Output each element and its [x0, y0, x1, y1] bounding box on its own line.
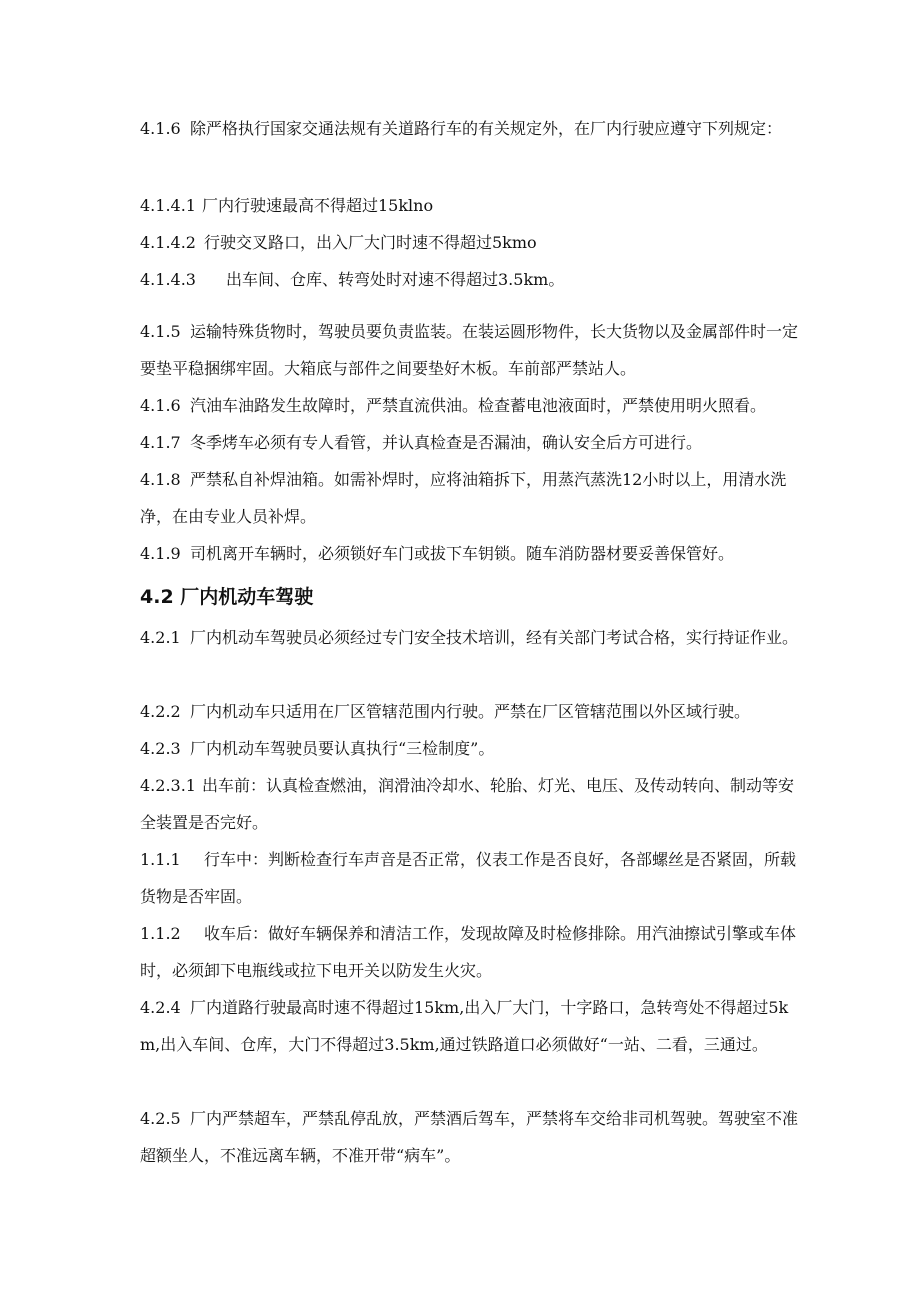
clause-number: 1.1.1 [140, 850, 181, 869]
clause-number: 4.1.4.3 [140, 270, 196, 289]
section-heading: 4.2 厂内机动车驾驶 [140, 586, 314, 608]
clause-text: 出车间、仓库、转弯处时对速不得超过3.5km。 [226, 270, 565, 289]
paragraph-4-1-8 [140, 461, 800, 535]
clause-number: 4.2.5 [140, 1109, 181, 1128]
paragraph-4-1-4-3 [140, 261, 800, 298]
clause-number: 4.1.8 [140, 470, 181, 489]
clause-number: 1.1.2 [140, 924, 181, 943]
clause-number: 4.1.6 [140, 119, 181, 138]
clause-text: 运输特殊货物时，驾驶员要负责监装。在装运圆形物件，长大货物以及金属部件时一定要垫平稳捆绑牢固。大箱底与部件之间要垫好木板。车前部严禁站人。 [140, 322, 799, 378]
clause-number: 4.1.7 [140, 433, 181, 452]
clause-text: 严禁私自补焊油箱。如需补焊时，应将油箱拆下，用蒸汽蒸洗12小时以上，用清水洗净，在由专业人员补焊。 [140, 470, 787, 526]
clause-text: 出车前：认真检查燃油，润滑油冷却水、轮胎、灯光、电压、及传动转向、制动等安全装置是否完好。 [140, 776, 795, 832]
clause-number: 4.2.3.1 [140, 776, 196, 795]
clause-number: 4.1.4.1 [140, 196, 196, 215]
clause-text: 司机离开车辆时，必须锁好车门或拔下车钥锁。随车消防器材要妥善保管好。 [190, 544, 735, 563]
paragraph-4-1-6b [140, 387, 800, 424]
clause-text: 厂内机动车驾驶员要认真执行“三检制度”。 [190, 739, 495, 758]
paragraph-1-1-1 [140, 841, 800, 915]
clause-number: 4.2.2 [140, 702, 181, 721]
clause-text: 除严格执行国家交通法规有关道路行车的有关规定外，在厂内行驶应遵守下列规定： [190, 119, 783, 138]
paragraph-4-1-7 [140, 424, 800, 461]
paragraph-4-2-2 [140, 693, 800, 730]
clause-text: 厂内行驶速最高不得超过15klno [202, 196, 434, 215]
clause-text: 厂内道路行驶最高时速不得超过15km,出入厂大门，十字路口，急转弯处不得超过5km,出入车间、仓库，大门不得超过3.5km,通过铁路道口必须做好“一站、二看，三通过。 [140, 998, 789, 1054]
paragraph-4-1-5 [140, 313, 800, 387]
clause-text: 行车中：判断检查行车声音是否正常，仪表工作是否良好，各部螺丝是否紧固，所载货物是否牢固。 [140, 850, 797, 906]
clause-number: 4.2.3 [140, 739, 181, 758]
paragraph-1-1-2 [140, 915, 800, 989]
clause-text: 厂内机动车只适用在厂区管辖范围内行驶。严禁在厂区管辖范围以外区域行驶。 [190, 702, 751, 721]
clause-number: 4.1.5 [140, 322, 181, 341]
clause-text: 汽油车油路发生故障时，严禁直流供油。检查蓄电池液面时，严禁使用明火照看。 [190, 396, 767, 415]
paragraph-4-1-4-1 [140, 187, 800, 224]
paragraph-4-2-3 [140, 730, 800, 767]
clause-text: 冬季烤车必须有专人看管，并认真检查是否漏油，确认安全后方可进行。 [190, 433, 703, 452]
paragraph-4-2-4 [140, 989, 800, 1063]
clause-number: 4.2.4 [140, 998, 181, 1017]
clause-text: 厂内机动车驾驶员必须经过专门安全技术培训，经有关部门考试合格，实行持证作业。 [190, 628, 799, 647]
clause-number: 4.1.6 [140, 396, 181, 415]
clause-number: 4.2.1 [140, 628, 181, 647]
paragraph-4-2-3-1 [140, 767, 800, 841]
clause-number: 4.1.4.2 [140, 233, 196, 252]
paragraph-4-2-5 [140, 1100, 800, 1174]
clause-number: 4.1.9 [140, 544, 181, 563]
paragraph-4-2-1 [140, 619, 800, 656]
clause-text: 行驶交叉路口，出入厂大门时速不得超过5kmo [204, 233, 537, 252]
clause-text: 收车后：做好车辆保养和清洁工作，发现故障及时检修排除。用汽油擦试引擎或车体时，必须卸下电瓶线或拉下电开关以防发生火灾。 [140, 924, 797, 980]
paragraph-4-1-6 [140, 110, 800, 147]
clause-text: 厂内严禁超车，严禁乱停乱放，严禁酒后驾车，严禁将车交给非司机驾驶。驾驶室不准超额坐人，不准远离车辆，不准开带“病车”。 [140, 1109, 799, 1165]
paragraph-4-1-4-2 [140, 224, 800, 261]
paragraph-4-1-9 [140, 535, 800, 572]
